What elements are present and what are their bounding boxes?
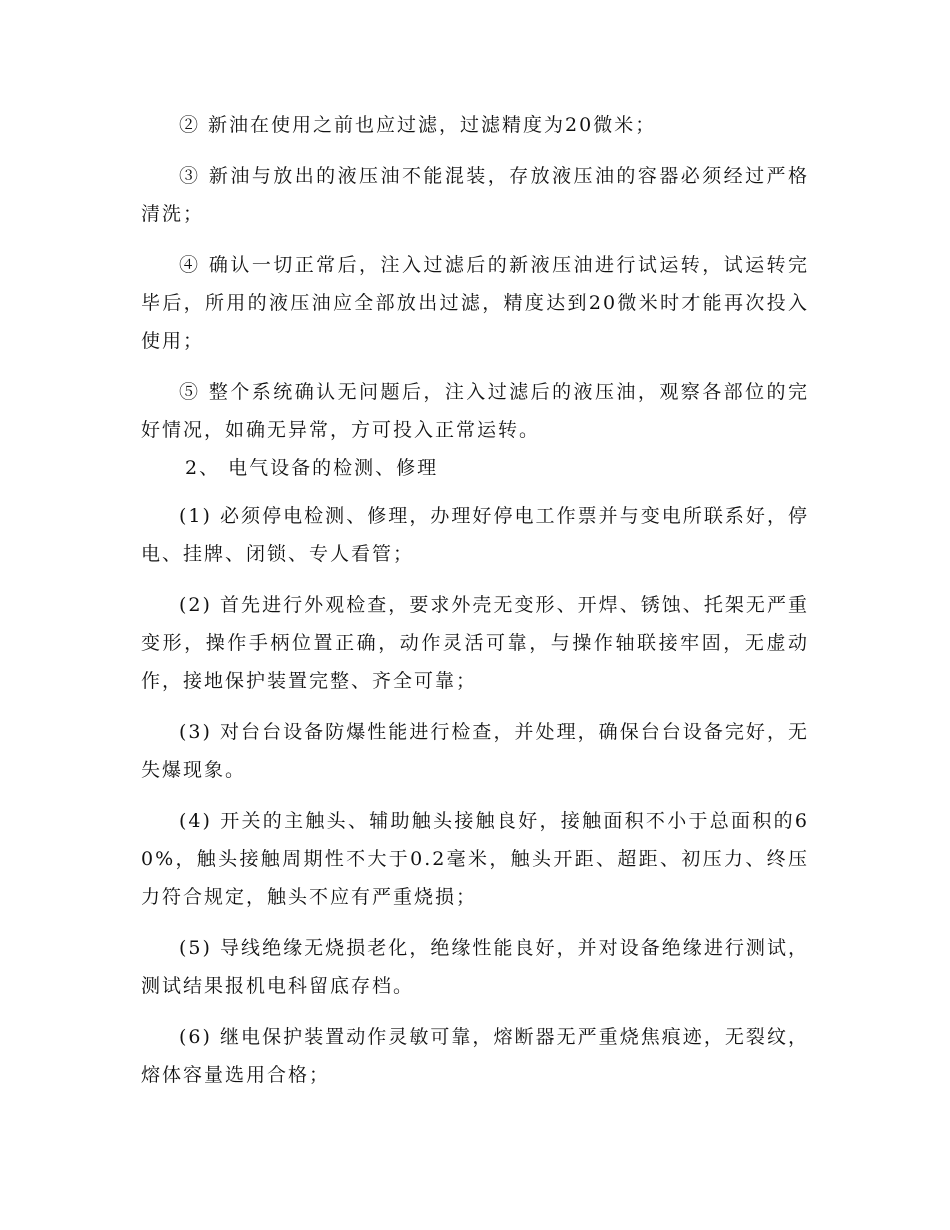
- list-item-4: (4) 开关的主触头、辅助触头接触良好，接触面积不小于总面积的60%，触头接触周期性不大于0.2毫米，触头开距、超距、初压力、终压力符合规定，触头不应有严重烧损；: [141, 810, 809, 908]
- list-item-2: (2) 首先进行外观检查，要求外壳无变形、开焊、锈蚀、托架无严重变形，操作手柄位置正确，动作灵活可靠，与操作轴联接牢固，无虚动作，接地保护装置完整、齐全可靠；: [141, 594, 809, 692]
- list-item-1: (1) 必须停电检测、修理，办理好停电工作票并与变电所联系好，停电、挂牌、闭锁、专人看管；: [141, 505, 809, 565]
- paragraph-step-2: ② 新油在使用之前也应过滤，过滤精度为20微米；: [179, 114, 657, 136]
- list-item-3: (3) 对台台设备防爆性能进行检查，并处理，确保台台设备完好，无失爆现象。: [141, 721, 809, 781]
- list-item-5: (5) 导线绝缘无烧损老化，绝缘性能良好，并对设备绝缘进行测试，测试结果报机电科留底存档。: [141, 937, 809, 997]
- document-body: [141, 106, 809, 1094]
- paragraph-step-4: ④ 确认一切正常后，注入过滤后的新液压油进行试运转，试运转完毕后，所用的液压油应全部放出过滤，精度达到20微米时才能再次投入使用；: [141, 254, 809, 352]
- paragraph-step-3: ③ 新油与放出的液压油不能混装，存放液压油的容器必须经过严格清洗；: [141, 165, 809, 225]
- list-item-6: (6) 继电保护装置动作灵敏可靠，熔断器无严重烧焦痕迹，无裂纹，熔体容量选用合格；: [141, 1026, 809, 1086]
- section-heading: 2、 电气设备的检测、修理: [185, 457, 439, 479]
- paragraph-step-5: ⑤ 整个系统确认无问题后，注入过滤后的液压油，观察各部位的完好情况，如确无异常，方可投入正常运转。: [141, 381, 809, 441]
